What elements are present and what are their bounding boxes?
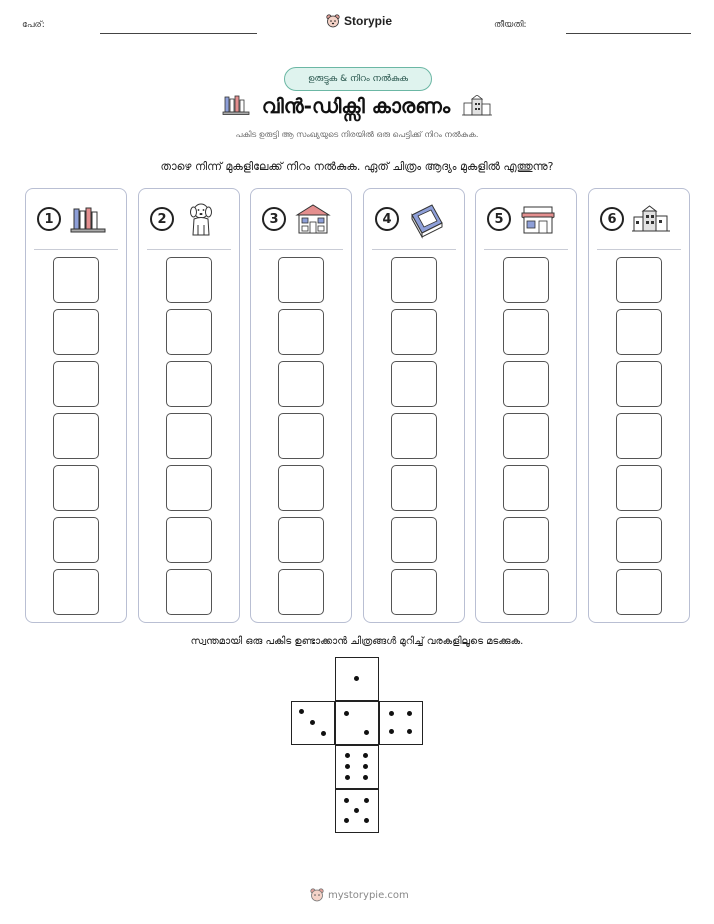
color-box[interactable] (391, 257, 437, 303)
color-box[interactable] (53, 309, 99, 355)
activity-badge (284, 67, 432, 91)
column-5 (475, 188, 577, 623)
column-divider (259, 249, 343, 250)
footer-url[interactable]: mystorypie.com (328, 889, 409, 901)
column-divider (597, 249, 681, 250)
badge-text: ഉരുട്ടുക & നിറം നൽകുക (308, 74, 408, 84)
subtitle: പകിട ഉരുട്ടി ആ സംഖ്യയുടെ നിരയിൽ ഒരു പെട്ടിക്ക് നിറം നൽകുക. (235, 130, 479, 139)
bookshelf-icon (68, 201, 108, 241)
column-1 (25, 188, 127, 623)
column-3 (250, 188, 352, 623)
town-icon (462, 95, 492, 117)
color-box[interactable] (53, 465, 99, 511)
color-box[interactable] (391, 517, 437, 563)
color-box[interactable] (616, 257, 662, 303)
color-box[interactable] (391, 413, 437, 459)
color-box[interactable] (166, 569, 212, 615)
column-2 (138, 188, 240, 623)
footer (310, 888, 409, 902)
color-box[interactable] (278, 569, 324, 615)
column-divider (372, 249, 456, 250)
pip (364, 818, 369, 823)
die-face-6 (335, 745, 379, 789)
column-divider (147, 249, 231, 250)
pip (344, 818, 349, 823)
color-box[interactable] (616, 517, 662, 563)
instruction: താഴെ നിന്ന് മുകളിലേക്ക് നിറം നൽകുക. ഏത് ചിത്രം ആദ്യം മുകളിൽ എത്തുന്നു? (160, 160, 554, 173)
pip (345, 764, 350, 769)
pip (407, 711, 412, 716)
color-box[interactable] (278, 257, 324, 303)
color-box[interactable] (503, 361, 549, 407)
date-label: തീയതി: (494, 20, 527, 30)
pip (299, 709, 304, 714)
pip (345, 775, 350, 780)
color-box[interactable] (278, 309, 324, 355)
color-box[interactable] (391, 361, 437, 407)
name-line[interactable] (100, 33, 257, 34)
date-line[interactable] (566, 33, 691, 34)
library-building-icon (293, 201, 333, 241)
dog-icon (181, 201, 221, 241)
color-box[interactable] (278, 517, 324, 563)
pip (344, 798, 349, 803)
column-number: 2 (150, 207, 174, 231)
column-number: 5 (487, 207, 511, 231)
color-box[interactable] (53, 569, 99, 615)
color-box[interactable] (503, 569, 549, 615)
column-number: 3 (262, 207, 286, 231)
color-box[interactable] (166, 465, 212, 511)
pip (321, 731, 326, 736)
column-divider (484, 249, 568, 250)
storypie-bear-icon (326, 14, 340, 28)
color-box[interactable] (391, 309, 437, 355)
pip (310, 720, 315, 725)
pip (345, 753, 350, 758)
color-box[interactable] (166, 517, 212, 563)
color-box[interactable] (616, 413, 662, 459)
color-box[interactable] (278, 413, 324, 459)
color-box[interactable] (278, 465, 324, 511)
color-box[interactable] (53, 257, 99, 303)
color-box[interactable] (616, 309, 662, 355)
color-box[interactable] (166, 309, 212, 355)
bookshelf-icon (222, 94, 250, 118)
color-box[interactable] (53, 517, 99, 563)
pip (363, 764, 368, 769)
color-box[interactable] (503, 465, 549, 511)
brand-logo (326, 14, 392, 28)
column-divider (34, 249, 118, 250)
book-icon (406, 201, 446, 241)
pip (354, 808, 359, 813)
die-face-4 (379, 701, 423, 745)
column-4 (363, 188, 465, 623)
name-label: പേര്: (22, 20, 45, 30)
title-text: വിൻ-ഡിക്സി കാരണം (261, 94, 451, 118)
pip (363, 775, 368, 780)
pip (354, 676, 359, 681)
brand-name: Storypie (344, 14, 393, 28)
column-number: 4 (375, 207, 399, 231)
column-number: 1 (37, 207, 61, 231)
storypie-bear-icon (310, 888, 324, 902)
color-box[interactable] (53, 413, 99, 459)
die-face-3 (291, 701, 335, 745)
color-box[interactable] (616, 361, 662, 407)
color-box[interactable] (166, 361, 212, 407)
color-box[interactable] (503, 517, 549, 563)
die-face-1 (335, 657, 379, 701)
pip (389, 711, 394, 716)
color-box[interactable] (391, 465, 437, 511)
color-box[interactable] (616, 569, 662, 615)
color-box[interactable] (503, 309, 549, 355)
page-title (0, 92, 714, 120)
dice-instruction: സ്വന്തമായി ഒരു പകിട ഉണ്ടാക്കാൻ ചിത്രങ്ങൾ മുറിച്ച് വരകളിലൂടെ മടക്കുക. (190, 636, 524, 647)
pip (407, 729, 412, 734)
color-box[interactable] (616, 465, 662, 511)
store-icon (518, 201, 558, 241)
column-6 (588, 188, 690, 623)
town-icon (631, 201, 671, 241)
color-box[interactable] (166, 257, 212, 303)
die-face-2 (335, 701, 379, 745)
column-number: 6 (600, 207, 624, 231)
die-face-5 (335, 789, 379, 833)
pip (389, 729, 394, 734)
color-box[interactable] (53, 361, 99, 407)
pip (344, 711, 349, 716)
color-box[interactable] (503, 413, 549, 459)
color-box[interactable] (278, 361, 324, 407)
pip (363, 753, 368, 758)
color-box[interactable] (503, 257, 549, 303)
color-box[interactable] (391, 569, 437, 615)
color-box[interactable] (166, 413, 212, 459)
pip (364, 730, 369, 735)
pip (364, 798, 369, 803)
